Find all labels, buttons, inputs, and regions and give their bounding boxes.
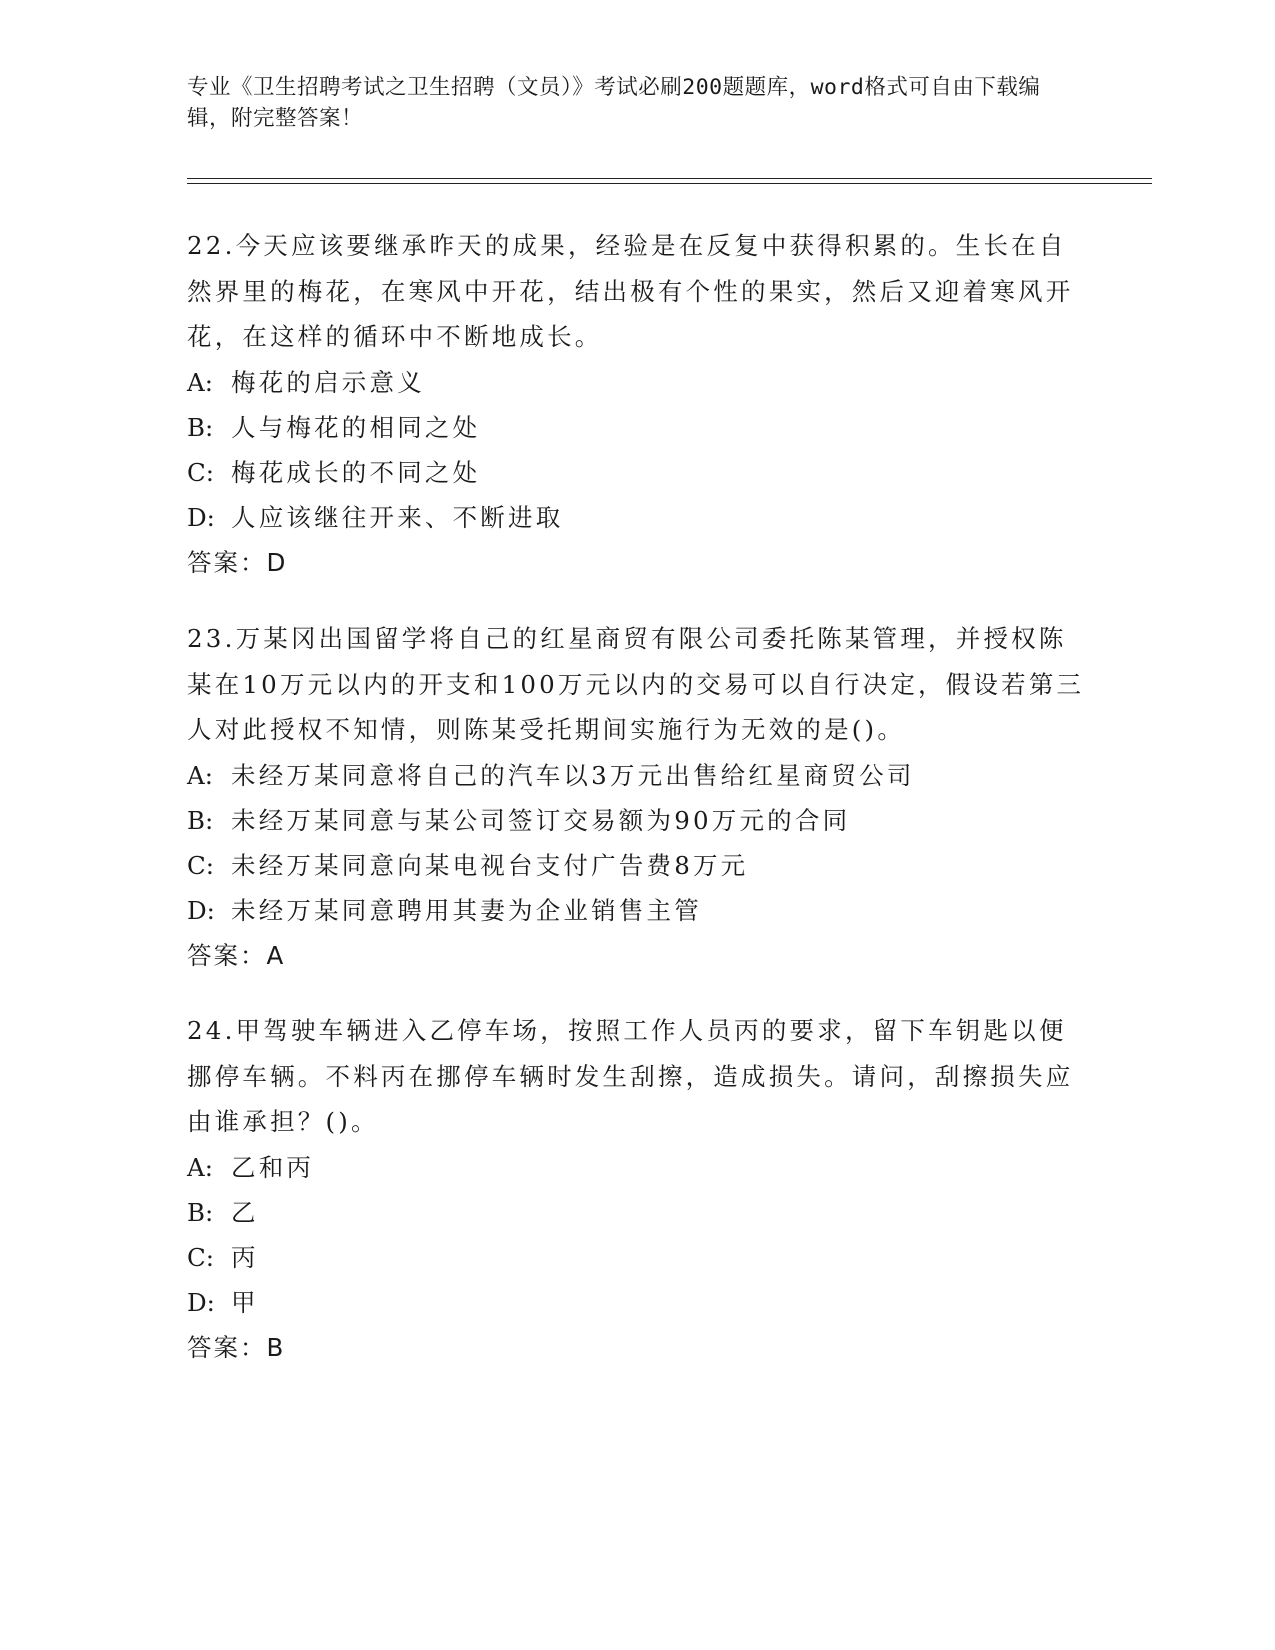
answer-value: A <box>266 940 285 970</box>
option-a <box>187 753 1087 798</box>
option-text: 未经万某同意与某公司签订交易额为90万元的合同 <box>231 805 851 835</box>
option-c <box>187 450 1087 495</box>
question-stem: 23.万某冈出国留学将自己的红星商贸有限公司委托陈某管理，并授权陈某在10万元以内的开支和100万元以内的交易可以自行决定，假设若第三人对此授权不知情，则陈某受托期间实施行为无效的是()。 <box>187 624 1085 744</box>
answer-label: 答案： <box>187 547 267 577</box>
option-text: 乙 <box>231 1197 259 1227</box>
question-22 <box>187 223 1087 586</box>
option-letter: C: <box>187 457 215 487</box>
option-letter: B: <box>187 1197 214 1227</box>
question-stem: 24.甲驾驶车辆进入乙停车场，按照工作人员丙的要求，留下车钥匙以便挪停车辆。不料丙在挪停车辆时发生刮擦，造成损失。请问，刮擦损失应由谁承担？()。 <box>187 1016 1074 1136</box>
option-b <box>187 798 1087 843</box>
option-letter: B: <box>187 412 214 442</box>
option-b <box>187 405 1087 450</box>
header-divider-top <box>187 178 1152 179</box>
option-letter: C: <box>187 1242 215 1272</box>
option-text: 甲 <box>231 1287 259 1317</box>
question-23 <box>187 616 1087 979</box>
option-text: 未经万某同意向某电视台支付广告费8万元 <box>231 850 749 880</box>
question-stem: 22.今天应该要继承昨天的成果，经验是在反复中获得积累的。生长在自然界里的梅花，在寒风中开花，结出极有个性的果实，然后又迎着寒风开花，在这样的循环中不断地成长。 <box>187 231 1074 351</box>
option-letter: D: <box>187 895 215 925</box>
option-d <box>187 495 1087 540</box>
option-text: 未经万某同意聘用其妻为企业销售主管 <box>231 895 702 925</box>
option-text: 梅花的启示意义 <box>231 367 425 397</box>
answer-label: 答案： <box>187 1332 267 1362</box>
option-letter: A: <box>187 1152 213 1182</box>
question-24 <box>187 1008 1087 1371</box>
answer-line <box>187 933 1087 979</box>
option-text: 丙 <box>231 1242 259 1272</box>
option-letter: A: <box>187 367 213 397</box>
document-header: 专业《卫生招聘考试之卫生招聘（文员）》考试必刷200题题库，word格式可自由下载编辑，附完整答案！ <box>187 75 1041 131</box>
answer-line <box>187 1325 1087 1371</box>
option-text: 人应该继往开来、不断进取 <box>231 502 564 532</box>
answer-label: 答案： <box>187 940 267 970</box>
option-d <box>187 888 1087 933</box>
option-d <box>187 1280 1087 1325</box>
option-letter: A: <box>187 760 213 790</box>
option-text: 人与梅花的相同之处 <box>231 412 481 442</box>
answer-value: D <box>266 547 287 577</box>
answer-line <box>187 540 1087 586</box>
option-c <box>187 843 1087 888</box>
header-divider-bottom <box>187 183 1152 184</box>
option-text: 未经万某同意将自己的汽车以3万元出售给红星商贸公司 <box>231 760 915 790</box>
option-text: 乙和丙 <box>231 1152 315 1182</box>
option-letter: D: <box>187 502 215 532</box>
option-letter: D: <box>187 1287 215 1317</box>
option-letter: B: <box>187 805 214 835</box>
option-c <box>187 1235 1087 1280</box>
option-a <box>187 360 1087 405</box>
answer-value: B <box>266 1332 285 1362</box>
option-letter: C: <box>187 850 215 880</box>
option-text: 梅花成长的不同之处 <box>231 457 481 487</box>
option-b <box>187 1190 1087 1235</box>
option-a <box>187 1145 1087 1190</box>
